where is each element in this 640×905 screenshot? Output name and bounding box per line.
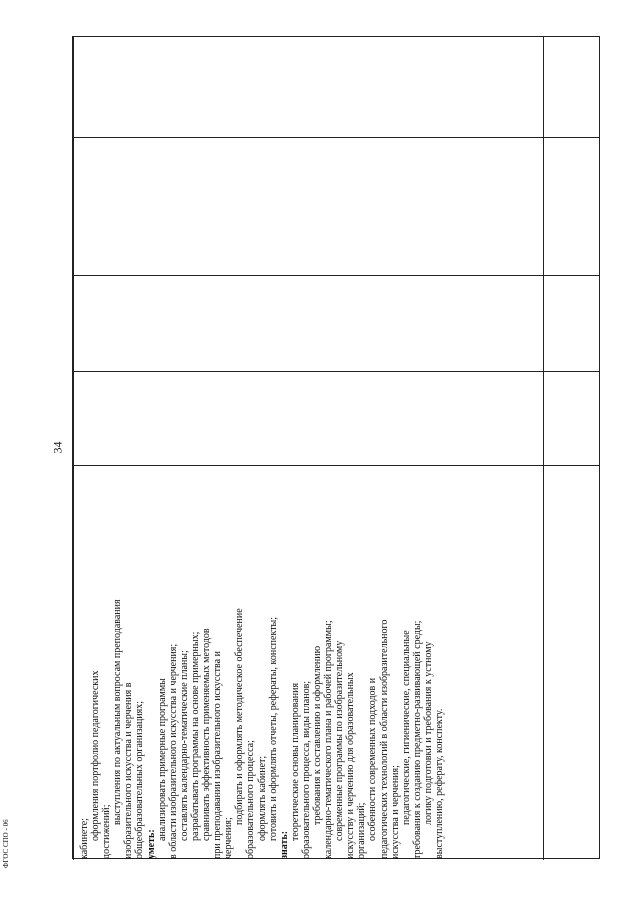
cell-line: общеобразовательных организациях; <box>134 700 146 859</box>
cell-line: искусству и черчению для образовательных <box>345 672 357 859</box>
row-divider <box>543 37 544 465</box>
cell-line: сравнивать эффективность применяемых методов <box>201 628 213 841</box>
cell-line: современные программы по изобразительному <box>334 640 346 841</box>
cell-line: педагогических технологий в области изобразительного <box>378 619 390 859</box>
cell-line: кабинете; <box>79 818 90 859</box>
table-cell-content <box>79 67 445 859</box>
cell-line: уметь: <box>145 829 157 859</box>
cell-line: выступлению, реферату, конспекту. <box>434 708 445 859</box>
cell-line: оформлять кабинет; <box>256 755 268 841</box>
cell-line: в области изобразительного искусства и черчения; <box>167 643 179 859</box>
cell-line: знать: <box>278 830 290 859</box>
cell-line: при преподавании изобразительного искусства и <box>212 651 224 859</box>
cell-line: анализировать примерные программы <box>156 678 168 841</box>
cell-line: готовить и оформлять отчеты, рефераты, конспекты; <box>267 616 279 841</box>
competency-table <box>72 36 600 859</box>
cell-line: образовательного процесса; <box>245 740 257 859</box>
cell-line: педагогические, гигиенические, специальные <box>400 630 412 825</box>
row-divider <box>73 37 74 860</box>
row-divider <box>543 465 544 860</box>
cell-line: требования к созданию предметно-развивающей среды; <box>411 620 423 859</box>
cell-line: календарно-тематического плана и рабочей программы; <box>323 620 335 859</box>
cell-line: образовательного процесса, виды планов; <box>300 680 312 859</box>
cell-line: искусства и черчения; <box>389 765 401 859</box>
cell-line: достижений; <box>101 804 113 859</box>
cell-line: логику подготовки и требования к устному <box>422 641 434 825</box>
page-number: 34 <box>50 441 65 454</box>
cell-line: выступления по актуальным вопросам преподавания <box>112 599 124 825</box>
cell-line: изобразительного искусства и черчения в <box>123 682 135 859</box>
footer-code: ФГОС СПО - 06 <box>2 819 10 868</box>
cell-line: особенности современных подходов и <box>367 677 379 841</box>
cell-line: требования к составлению и оформлению <box>311 645 323 825</box>
cell-line: черчения; <box>223 817 235 859</box>
cell-line: разрабатывать программы на основе примерных; <box>189 631 201 841</box>
cell-line: подбирать и оформлять методическое обеспечение <box>234 608 246 825</box>
cell-line: оформления портфолио педагогических <box>90 670 102 841</box>
cell-line: составлять календарно-тематические планы; <box>178 650 190 841</box>
cell-line: теоретические основы планирования <box>289 682 301 841</box>
cell-line: организаций; <box>356 802 368 859</box>
